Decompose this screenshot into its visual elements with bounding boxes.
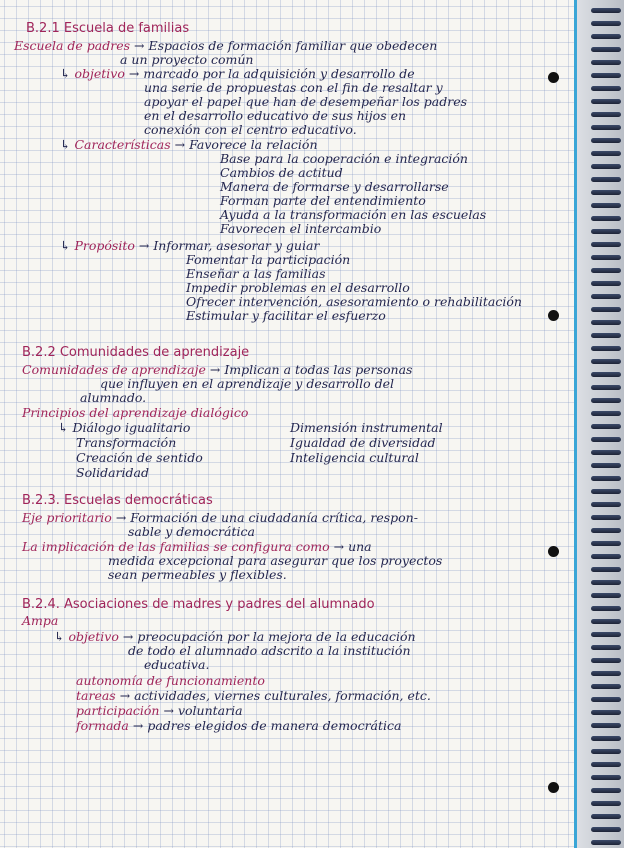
section-heading-4: B.2.4. Asociaciones de madres y padres del alumnado bbox=[22, 597, 375, 612]
term: Propósito bbox=[74, 238, 135, 253]
spiral-ring bbox=[591, 554, 621, 559]
spiral-ring bbox=[591, 398, 621, 403]
spiral-ring bbox=[591, 476, 621, 481]
spiral-ring bbox=[591, 710, 621, 715]
note-line bbox=[22, 406, 248, 420]
term: participación bbox=[76, 703, 160, 718]
arrow-icon: → bbox=[174, 137, 186, 152]
spiral-ring bbox=[591, 541, 621, 546]
spiral-ring bbox=[591, 255, 621, 260]
note-line bbox=[76, 719, 401, 733]
arrow-icon: → bbox=[115, 510, 127, 525]
spiral-ring bbox=[591, 281, 621, 286]
spiral-ring bbox=[591, 463, 621, 468]
spiral-ring bbox=[591, 164, 621, 169]
spiral-ring bbox=[591, 86, 621, 91]
spiral-ring bbox=[591, 437, 621, 442]
spiral-ring bbox=[591, 827, 621, 832]
spiral-ring bbox=[591, 775, 621, 780]
term: Eje prioritario bbox=[22, 510, 112, 525]
arrow-icon: → bbox=[163, 703, 174, 718]
spiral-ring bbox=[591, 502, 621, 507]
note-line: sean permeables y flexibles. bbox=[108, 567, 287, 582]
note-line: Estimular y facilitar el esfuerzo bbox=[186, 308, 386, 323]
spiral-ring bbox=[591, 138, 621, 143]
spiral-ring bbox=[591, 593, 621, 598]
note-line: Manera de formarse y desarrollarse bbox=[220, 179, 449, 194]
note-text: voluntaria bbox=[177, 703, 243, 718]
spiral-ring bbox=[591, 34, 621, 39]
note-text: Informar, asesorar y guiar bbox=[153, 238, 320, 253]
note-line bbox=[22, 511, 418, 525]
spiral-ring bbox=[591, 814, 621, 819]
arrow-icon: → bbox=[132, 718, 144, 733]
note-line: Creación de sentido bbox=[76, 450, 203, 465]
spiral-ring bbox=[591, 372, 621, 377]
note-line bbox=[60, 67, 415, 81]
section-heading-2: B.2.2 Comunidades de aprendizaje bbox=[22, 345, 250, 360]
spiral-ring bbox=[591, 801, 621, 806]
spiral-ring bbox=[591, 788, 621, 793]
note-text: preocupación por la mejora de la educación bbox=[137, 629, 416, 644]
note-line: alumnado. bbox=[80, 390, 147, 405]
spiral-ring bbox=[591, 8, 621, 13]
punch-hole bbox=[548, 546, 559, 557]
spiral-ring bbox=[591, 567, 621, 572]
section-heading-1: B.2.1 Escuela de familias bbox=[26, 21, 190, 36]
spiral-ring bbox=[591, 489, 621, 494]
note-line: Base para la cooperación e integración bbox=[220, 151, 468, 166]
arrow-icon: → bbox=[134, 38, 145, 53]
note-line: una serie de propuestas con el fin de resaltar y bbox=[144, 80, 443, 95]
punch-hole bbox=[548, 782, 559, 793]
term: objetivo bbox=[74, 66, 125, 81]
sub-arrow-icon: ↳ bbox=[60, 137, 71, 152]
note-line: educativa. bbox=[144, 657, 210, 672]
note-line bbox=[54, 630, 416, 644]
spiral-ring bbox=[591, 203, 621, 208]
term: Características bbox=[74, 137, 171, 152]
spiral-ring bbox=[591, 21, 621, 26]
note-text: Espacios de formación familiar que obedecen bbox=[148, 38, 438, 53]
spiral-ring bbox=[591, 515, 621, 520]
note-line: Cambios de actitud bbox=[220, 165, 343, 180]
note-line bbox=[76, 704, 243, 718]
term: Comunidades de aprendizaje bbox=[22, 362, 206, 377]
sub-arrow-icon: ↳ bbox=[58, 420, 69, 435]
spiral-ring bbox=[591, 112, 621, 117]
note-text: Formación de una ciudadanía crítica, respon- bbox=[130, 510, 418, 525]
term: La implicación de las familias se configura como bbox=[22, 539, 330, 554]
spiral-ring bbox=[591, 749, 621, 754]
note-text: actividades, viernes culturales, formación, etc. bbox=[134, 688, 431, 703]
note-text: marcado por la adquisición y desarrollo de bbox=[143, 66, 415, 81]
note-text: padres elegidos de manera democrática bbox=[147, 718, 402, 733]
note-line: Transformación bbox=[76, 435, 177, 450]
punch-hole bbox=[548, 310, 559, 321]
spiral-ring bbox=[591, 294, 621, 299]
note-line bbox=[14, 39, 437, 53]
sub-arrow-icon: ↳ bbox=[60, 238, 71, 253]
note-line bbox=[60, 138, 318, 152]
note-line: a un proyecto común bbox=[120, 52, 254, 67]
spiral-ring bbox=[591, 684, 621, 689]
spiral-ring bbox=[591, 619, 621, 624]
spiral-ring bbox=[591, 242, 621, 247]
spiral-ring bbox=[591, 762, 621, 767]
note-line bbox=[60, 239, 319, 253]
section-heading-3: B.2.3. Escuelas democráticas bbox=[22, 493, 213, 508]
term: Escuela de padres bbox=[14, 38, 131, 53]
spiral-ring bbox=[591, 645, 621, 650]
term: objetivo bbox=[68, 629, 119, 644]
spiral-ring bbox=[591, 99, 621, 104]
spiral-ring bbox=[591, 320, 621, 325]
note-line: Inteligencia cultural bbox=[290, 450, 419, 465]
spiral-ring bbox=[591, 450, 621, 455]
spiral-ring bbox=[591, 671, 621, 676]
note-text: Diálogo igualitario bbox=[72, 420, 191, 435]
arrow-icon: → bbox=[128, 66, 140, 81]
spiral-ring bbox=[591, 60, 621, 65]
note-line: sable y democrática bbox=[128, 524, 255, 539]
spiral-ring bbox=[591, 632, 621, 637]
arrow-icon: → bbox=[333, 539, 345, 554]
spiral-ring bbox=[591, 268, 621, 273]
note-line: que influyen en el aprendizaje y desarrollo del bbox=[100, 376, 394, 391]
note-line: Favorecen el intercambio bbox=[220, 221, 382, 236]
note-line: Ayuda a la transformación en las escuelas bbox=[220, 207, 487, 222]
spiral-ring bbox=[591, 359, 621, 364]
spiral-ring bbox=[591, 580, 621, 585]
spiral-ring bbox=[591, 73, 621, 78]
note-text: una bbox=[348, 539, 372, 554]
note-line bbox=[76, 689, 431, 703]
note-line bbox=[76, 674, 265, 688]
note-line: conexión con el centro educativo. bbox=[144, 122, 357, 137]
spiral-ring bbox=[591, 723, 621, 728]
note-line bbox=[22, 614, 58, 628]
spiral-ring bbox=[591, 177, 621, 182]
note-line: medida excepcional para asegurar que los proyectos bbox=[108, 553, 443, 568]
spiral-ring bbox=[591, 606, 621, 611]
spiral-ring bbox=[591, 216, 621, 221]
spiral-ring bbox=[591, 346, 621, 351]
sub-arrow-icon: ↳ bbox=[60, 66, 71, 81]
spiral-ring bbox=[591, 190, 621, 195]
arrow-icon: → bbox=[138, 238, 150, 253]
note-line: Igualdad de diversidad bbox=[290, 435, 436, 450]
sub-arrow-icon: ↳ bbox=[54, 629, 65, 644]
note-line: Dimensión instrumental bbox=[290, 420, 443, 435]
arrow-icon: → bbox=[119, 688, 131, 703]
spiral-ring bbox=[591, 385, 621, 390]
note-line: Ofrecer intervención, asesoramiento o rehabilitación bbox=[186, 294, 522, 309]
note-text: Implican a todas las personas bbox=[224, 362, 413, 377]
note-line: Fomentar la participación bbox=[186, 252, 351, 267]
term: tareas bbox=[76, 688, 116, 703]
arrow-icon: → bbox=[209, 362, 221, 377]
note-line: Impedir problemas en el desarrollo bbox=[186, 280, 410, 295]
note-line bbox=[22, 540, 372, 554]
spiral-ring bbox=[591, 125, 621, 130]
spiral-binding bbox=[577, 0, 624, 848]
note-line: Forman parte del entendimiento bbox=[220, 193, 426, 208]
note-line: Solidaridad bbox=[76, 465, 149, 480]
spiral-ring bbox=[591, 229, 621, 234]
term: formada bbox=[76, 718, 129, 733]
spiral-ring bbox=[591, 411, 621, 416]
arrow-icon: → bbox=[122, 629, 134, 644]
spiral-ring bbox=[591, 47, 621, 52]
note-text: Favorece la relación bbox=[189, 137, 318, 152]
term: autonomía de funcionamiento bbox=[76, 673, 265, 688]
term: Principios del aprendizaje dialógico bbox=[22, 405, 249, 420]
spiral-ring bbox=[591, 333, 621, 338]
punch-hole bbox=[548, 72, 559, 83]
spiral-ring bbox=[591, 151, 621, 156]
note-line: apoyar el papel que han de desempeñar los padres bbox=[144, 94, 468, 109]
term: Ampa bbox=[22, 613, 59, 628]
spiral-ring bbox=[591, 736, 621, 741]
spiral-ring bbox=[591, 307, 621, 312]
note-line bbox=[58, 421, 190, 435]
note-line: Enseñar a las familias bbox=[186, 266, 326, 281]
spiral-ring bbox=[591, 697, 621, 702]
note-line bbox=[22, 363, 412, 377]
note-line: en el desarrollo educativo de sus hijos en bbox=[144, 108, 407, 123]
note-line: de todo el alumnado adscrito a la institución bbox=[128, 643, 411, 658]
spiral-ring bbox=[591, 840, 621, 845]
spiral-ring bbox=[591, 528, 621, 533]
spiral-ring bbox=[591, 424, 621, 429]
spiral-ring bbox=[591, 658, 621, 663]
